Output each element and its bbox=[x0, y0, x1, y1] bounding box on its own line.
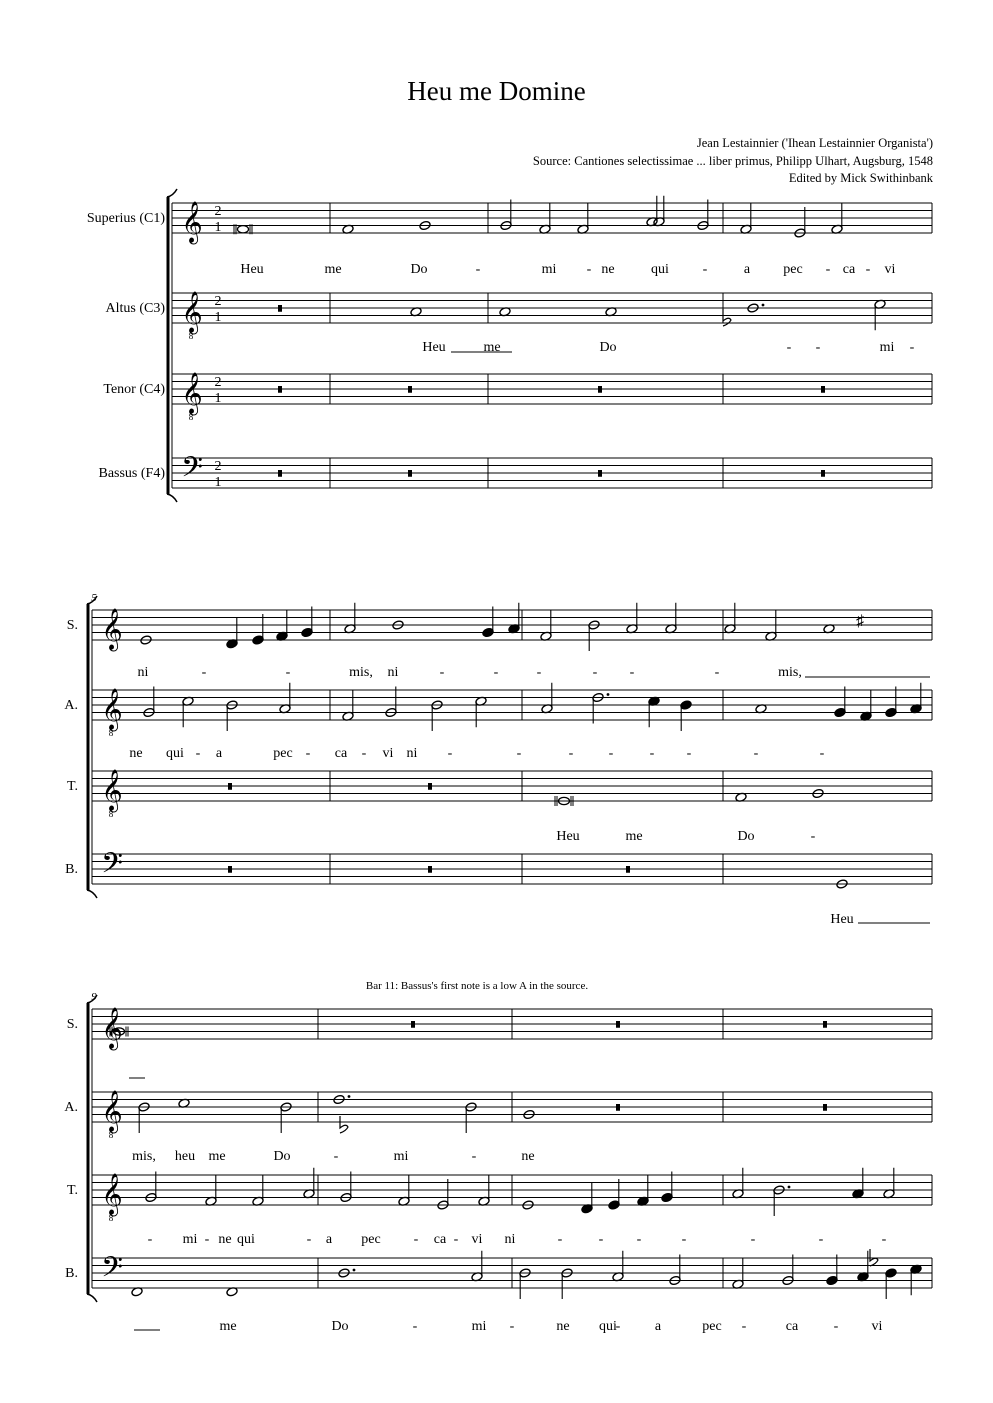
bass-clef-icon: 𝄢 bbox=[181, 453, 203, 490]
lyric-syllable: me bbox=[219, 1319, 237, 1334]
lyric-syllable: mi bbox=[541, 262, 557, 277]
notehead-crot bbox=[648, 696, 660, 727]
notehead-crot bbox=[252, 614, 264, 645]
octave-eight-mark: 8 bbox=[108, 809, 114, 819]
lyric-syllable: ne bbox=[218, 1232, 232, 1247]
lyric-syllable: Heu bbox=[556, 829, 580, 844]
notehead-min bbox=[340, 1172, 352, 1203]
lyric-syllable: - bbox=[306, 1232, 312, 1247]
rest-icon bbox=[428, 866, 432, 873]
rest-icon bbox=[598, 470, 602, 477]
bracket-bottom-hook bbox=[167, 494, 177, 502]
staff-1 bbox=[92, 690, 932, 720]
lyric-syllable: mis, bbox=[349, 665, 373, 680]
lyric-syllable: pec bbox=[361, 1232, 381, 1247]
notehead-crot bbox=[482, 607, 494, 638]
lyric-syllable: - bbox=[147, 1232, 153, 1247]
lyric-syllable: qui bbox=[166, 746, 184, 761]
lyric-syllable: me bbox=[483, 340, 501, 355]
notehead-crot bbox=[276, 610, 288, 641]
bass-clef-icon: 𝄢 bbox=[101, 1253, 123, 1290]
notehead-min bbox=[205, 1175, 217, 1206]
lyric-syllable: - bbox=[909, 340, 915, 355]
notehead-crot bbox=[852, 1168, 864, 1199]
part-label: Tenor (C4) bbox=[103, 382, 165, 397]
lyric-syllable: Do bbox=[273, 1149, 291, 1164]
notehead-min bbox=[665, 603, 677, 634]
lyric-syllable: - bbox=[413, 1232, 419, 1247]
part-label: Bassus (F4) bbox=[98, 466, 165, 481]
lyric-syllable: a bbox=[654, 1319, 662, 1334]
lyric-syllable: - bbox=[818, 1232, 824, 1247]
lyric-syllable: mi bbox=[879, 340, 895, 355]
time-signature-upper: 2 bbox=[214, 204, 222, 219]
part-label: Altus (C3) bbox=[105, 301, 165, 316]
bracket-bottom-hook bbox=[87, 890, 97, 898]
lyric-syllable: me bbox=[324, 262, 342, 277]
rest-icon bbox=[278, 305, 282, 312]
notehead-crot bbox=[885, 1268, 897, 1299]
notehead-min bbox=[385, 687, 397, 718]
notehead-crot bbox=[608, 1179, 620, 1210]
rest-icon bbox=[428, 783, 432, 790]
lyric-syllable: - bbox=[305, 746, 311, 761]
lyric-syllable: mi bbox=[393, 1149, 409, 1164]
treble-clef-icon: 𝄞 bbox=[181, 202, 203, 242]
rest-icon bbox=[278, 470, 282, 477]
treble-clef-icon: 𝄞 bbox=[101, 1091, 123, 1131]
notehead-crot bbox=[226, 618, 238, 649]
lyric-syllable: Do bbox=[599, 340, 617, 355]
rest-icon bbox=[821, 386, 825, 393]
bar-number: 5 bbox=[91, 592, 97, 604]
part-label: T. bbox=[66, 779, 78, 794]
rest-icon bbox=[228, 783, 232, 790]
treble-clef-icon: 𝄞 bbox=[101, 1174, 123, 1214]
lyric-syllable: a bbox=[743, 262, 751, 277]
notehead-min bbox=[883, 1168, 895, 1199]
lyric-syllable: - bbox=[333, 1149, 339, 1164]
lyric-syllable: mis, bbox=[132, 1149, 156, 1164]
notehead-min bbox=[612, 1251, 624, 1282]
bracket-bottom-hook bbox=[87, 1294, 97, 1302]
treble-clef-icon: 𝄞 bbox=[181, 373, 203, 413]
notehead-min bbox=[303, 1168, 315, 1199]
lyric-syllable: - bbox=[412, 1319, 418, 1334]
notehead-crot bbox=[857, 1251, 869, 1282]
notehead-min bbox=[500, 200, 512, 231]
lyric-syllable: a bbox=[325, 1232, 333, 1247]
lyric-syllable: mi bbox=[471, 1319, 487, 1334]
piece-title: Heu me Domine bbox=[407, 76, 586, 106]
lyric-syllable: heu bbox=[174, 1149, 196, 1164]
editor-credit: Edited by Mick Swithinbank bbox=[788, 171, 933, 185]
bar-number: 9 bbox=[91, 991, 97, 1003]
lyric-syllable: mi bbox=[182, 1232, 198, 1247]
notehead-crot bbox=[860, 690, 872, 721]
notehead-min bbox=[782, 1255, 794, 1286]
lyric-syllable: Do bbox=[737, 829, 755, 844]
notehead-min bbox=[732, 1168, 744, 1199]
lyric-syllable: - bbox=[598, 1232, 604, 1247]
lyric-syllable: vi bbox=[884, 262, 896, 277]
lyric-syllable: pec bbox=[702, 1319, 722, 1334]
notehead-crot bbox=[508, 603, 520, 634]
lyric-syllable: pec bbox=[273, 746, 293, 761]
lyric-syllable: ni bbox=[504, 1232, 516, 1247]
lyric-syllable: - bbox=[592, 665, 598, 680]
part-label: A. bbox=[64, 698, 78, 713]
lyric-syllable: ni bbox=[406, 746, 418, 761]
notehead-min bbox=[471, 1251, 483, 1282]
part-label: A. bbox=[64, 1100, 78, 1115]
lyric-syllable: - bbox=[586, 262, 592, 277]
notehead-min bbox=[478, 1175, 490, 1206]
lyric-syllable: - bbox=[636, 1232, 642, 1247]
notehead-min bbox=[475, 696, 487, 727]
lyric-syllable: ni bbox=[387, 665, 399, 680]
lyric-syllable: qui bbox=[599, 1319, 617, 1334]
lyric-syllable: - bbox=[557, 1232, 563, 1247]
notehead-min bbox=[577, 203, 589, 234]
part-label: S. bbox=[66, 1017, 78, 1032]
notehead-min bbox=[732, 1258, 744, 1289]
part-label: T. bbox=[66, 1183, 78, 1198]
lyric-syllable: - bbox=[819, 746, 825, 761]
notehead-min bbox=[226, 700, 238, 731]
treble-clef-icon: 𝄞 bbox=[181, 292, 203, 332]
notehead-min bbox=[561, 1268, 573, 1299]
staff-2 bbox=[172, 374, 932, 404]
lyric-syllable: - bbox=[285, 665, 291, 680]
rest-icon bbox=[823, 1021, 827, 1028]
lyric-syllable: a bbox=[215, 746, 223, 761]
time-signature-lower: 1 bbox=[214, 220, 222, 235]
lyric-syllable: mis, bbox=[778, 665, 802, 680]
lyric-syllable: ca bbox=[842, 262, 856, 277]
lyric-syllable: - bbox=[568, 746, 574, 761]
lyric-syllable: - bbox=[741, 1319, 747, 1334]
lyric-syllable: Heu bbox=[240, 262, 264, 277]
lyric-syllable: ni bbox=[137, 665, 149, 680]
lyric-syllable: - bbox=[201, 665, 207, 680]
octave-eight-mark: 8 bbox=[108, 1130, 114, 1140]
lyric-syllable: me bbox=[208, 1149, 226, 1164]
editorial-note: Bar 11: Bassus's first note is a low A in the source. bbox=[365, 980, 589, 992]
lyric-syllable: - bbox=[447, 746, 453, 761]
lyric-syllable: qui bbox=[237, 1232, 255, 1247]
lyric-syllable: ca bbox=[334, 746, 348, 761]
lyric-syllable: - bbox=[815, 340, 821, 355]
lyric-syllable: - bbox=[361, 746, 367, 761]
time-signature-lower: 1 bbox=[214, 475, 222, 490]
notehead-crot bbox=[661, 1172, 673, 1203]
lyric-syllable: pec bbox=[783, 262, 803, 277]
notehead-min bbox=[280, 1102, 292, 1133]
lyric-syllable: - bbox=[649, 746, 655, 761]
lyric-syllable: - bbox=[750, 1232, 756, 1247]
lyric-syllable: vi bbox=[871, 1319, 883, 1334]
rest-icon bbox=[278, 386, 282, 393]
notehead-crot bbox=[834, 687, 846, 718]
staff-2 bbox=[92, 771, 932, 801]
lyric-syllable: Heu bbox=[830, 912, 854, 927]
notehead-min bbox=[540, 610, 552, 641]
lyric-syllable: ne bbox=[601, 262, 615, 277]
staff-0 bbox=[172, 203, 932, 233]
lyric-syllable: ca bbox=[433, 1232, 447, 1247]
notehead-min bbox=[398, 1175, 410, 1206]
lyric-syllable: - bbox=[810, 829, 816, 844]
staff-3 bbox=[172, 458, 932, 488]
notehead-min bbox=[724, 603, 736, 634]
lyric-syllable: - bbox=[825, 262, 831, 277]
lyric-syllable: - bbox=[439, 665, 445, 680]
flat-sign-icon bbox=[723, 309, 731, 326]
rest-icon bbox=[821, 470, 825, 477]
lyric-syllable: - bbox=[615, 1319, 621, 1334]
notehead-min bbox=[646, 196, 658, 227]
notehead-min bbox=[626, 603, 638, 634]
lyric-syllable: - bbox=[681, 1232, 687, 1247]
lyric-syllable: ne bbox=[129, 746, 143, 761]
rest-icon bbox=[616, 1021, 620, 1028]
bracket-top-hook bbox=[167, 189, 177, 197]
lyric-syllable: - bbox=[686, 746, 692, 761]
lyric-syllable: - bbox=[714, 665, 720, 680]
lyric-syllable: - bbox=[702, 262, 708, 277]
notehead-min bbox=[182, 696, 194, 727]
lyric-syllable: - bbox=[865, 262, 871, 277]
time-signature-upper: 2 bbox=[214, 294, 222, 309]
lyric-syllable: vi bbox=[471, 1232, 483, 1247]
rest-icon bbox=[408, 470, 412, 477]
notehead-min bbox=[519, 1268, 531, 1299]
rest-icon bbox=[228, 866, 232, 873]
treble-clef-icon: 𝄞 bbox=[101, 609, 123, 649]
part-label: B. bbox=[65, 862, 78, 877]
notehead-min bbox=[773, 1185, 791, 1216]
composer-credit: Jean Lestainnier ('Ihean Lestainnier Organista') bbox=[696, 136, 933, 150]
rest-icon bbox=[598, 386, 602, 393]
lyric-syllable: - bbox=[204, 1232, 210, 1247]
lyric-syllable: Do bbox=[331, 1319, 349, 1334]
source-credit: Source: Cantiones selectissimae ... liber primus, Philipp Ulhart, Augsburg, 1548 bbox=[532, 153, 933, 168]
rest-icon bbox=[616, 1104, 620, 1111]
notehead-min bbox=[344, 603, 356, 634]
lyric-syllable: - bbox=[471, 1149, 477, 1164]
notehead-min bbox=[465, 1102, 477, 1133]
flat-sign-icon bbox=[340, 1116, 348, 1133]
notehead-min bbox=[669, 1255, 681, 1286]
notehead-min bbox=[592, 692, 610, 723]
lyric-syllable: - bbox=[753, 746, 759, 761]
notehead-crot bbox=[885, 687, 897, 718]
octave-eight-mark: 8 bbox=[108, 728, 114, 738]
notehead-min bbox=[874, 299, 886, 330]
notehead-min bbox=[697, 200, 709, 231]
lyric-syllable: - bbox=[629, 665, 635, 680]
octave-eight-mark: 8 bbox=[188, 412, 194, 422]
lyric-syllable: - bbox=[453, 1232, 459, 1247]
rest-icon bbox=[411, 1021, 415, 1028]
lyric-syllable: - bbox=[608, 746, 614, 761]
notehead-min bbox=[541, 683, 553, 714]
lyric-syllable: Heu bbox=[422, 340, 446, 355]
rest-icon bbox=[626, 866, 630, 873]
sharp-sign-icon: ♯ bbox=[856, 613, 864, 630]
lyric-syllable: - bbox=[536, 665, 542, 680]
octave-eight-mark: 8 bbox=[188, 331, 194, 341]
lyric-syllable: - bbox=[493, 665, 499, 680]
lyric-syllable: ne bbox=[556, 1319, 570, 1334]
notehead-min bbox=[138, 1102, 150, 1133]
notehead-min bbox=[431, 700, 443, 731]
notehead-crot bbox=[910, 1264, 922, 1295]
time-signature-upper: 2 bbox=[214, 375, 222, 390]
lyric-syllable: vi bbox=[382, 746, 394, 761]
lyric-syllable: - bbox=[881, 1232, 887, 1247]
lyric-syllable: ne bbox=[521, 1149, 535, 1164]
part-label: B. bbox=[65, 1266, 78, 1281]
notehead-min bbox=[653, 196, 665, 227]
time-signature-lower: 1 bbox=[214, 310, 222, 325]
lyric-syllable: me bbox=[625, 829, 643, 844]
lyric-syllable: - bbox=[509, 1319, 515, 1334]
lyric-syllable: qui bbox=[651, 262, 669, 277]
notehead-min bbox=[794, 207, 806, 238]
lyric-syllable: - bbox=[786, 340, 792, 355]
notehead-min bbox=[765, 610, 777, 641]
part-label: Superius (C1) bbox=[86, 211, 165, 226]
lyric-syllable: - bbox=[475, 262, 481, 277]
bass-clef-icon: 𝄢 bbox=[101, 849, 123, 886]
notehead-min bbox=[342, 690, 354, 721]
lyric-syllable: - bbox=[833, 1319, 839, 1334]
part-label: S. bbox=[66, 618, 78, 633]
staff-1 bbox=[172, 293, 932, 323]
staff-3 bbox=[92, 854, 932, 884]
treble-clef-icon: 𝄞 bbox=[101, 770, 123, 810]
notehead-crot bbox=[301, 607, 313, 638]
lyric-syllable: Do bbox=[410, 262, 428, 277]
notehead-crot bbox=[910, 683, 922, 714]
flat-sign-icon bbox=[870, 1249, 878, 1266]
notehead-min bbox=[831, 203, 843, 234]
notehead-min bbox=[252, 1175, 264, 1206]
notehead-min bbox=[588, 620, 600, 651]
notehead-crot bbox=[581, 1183, 593, 1214]
notehead-min bbox=[740, 203, 752, 234]
lyric-syllable: - bbox=[195, 746, 201, 761]
lyric-syllable: - bbox=[516, 746, 522, 761]
notehead-crot bbox=[680, 700, 692, 731]
time-signature-upper: 2 bbox=[214, 459, 222, 474]
notehead-min bbox=[279, 683, 291, 714]
rest-icon bbox=[823, 1104, 827, 1111]
time-signature-lower: 1 bbox=[214, 391, 222, 406]
notehead-crot bbox=[826, 1255, 838, 1286]
lyric-syllable: ca bbox=[785, 1319, 799, 1334]
treble-clef-icon: 𝄞 bbox=[101, 1008, 123, 1048]
notehead-min bbox=[143, 687, 155, 718]
treble-clef-icon: 𝄞 bbox=[101, 689, 123, 729]
notehead-min bbox=[539, 203, 551, 234]
rest-icon bbox=[408, 386, 412, 393]
notehead-min bbox=[145, 1172, 157, 1203]
notehead-crot bbox=[637, 1175, 649, 1206]
notehead-min bbox=[437, 1179, 449, 1210]
octave-eight-mark: 8 bbox=[108, 1213, 114, 1223]
